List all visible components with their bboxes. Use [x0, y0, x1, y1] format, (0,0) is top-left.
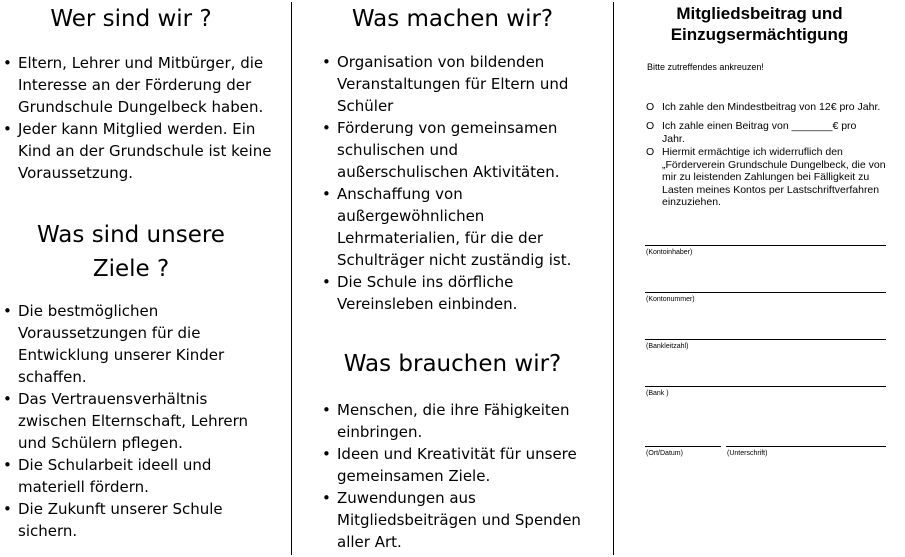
list-item: • Zuwendungen aus Mitgliedsbeiträgen und Spenden aller Art. [322, 487, 584, 553]
list-item: • Organisation von bildenden Veranstaltungen für Eltern und Schüler [322, 51, 584, 117]
form-title-line2: Einzugsermächtigung [670, 25, 849, 44]
option-text: Ich zahle den Mindestbeitrag von 12€ pro Jahr. [662, 101, 881, 113]
list-item: • Jeder kann Mitglied werden. Ein Kind an der Grundschule ist keine Voraussetzung. [3, 118, 275, 184]
kontoinhaber-input-line[interactable] [645, 245, 886, 246]
column-was-machen-wir [292, 0, 613, 557]
ort-datum-input-line[interactable] [645, 446, 721, 447]
option-checkbox-icon[interactable]: O [646, 120, 655, 132]
ort-datum-label: (Ort/Datum) [646, 450, 683, 457]
unterschrift-input-line[interactable] [726, 446, 886, 447]
bank-label: (Bank ) [646, 390, 669, 397]
bank-input-line[interactable] [645, 386, 886, 387]
heading-was-brauchen-wir: Was brauchen wir? [343, 351, 562, 377]
column-mitgliedsbeitrag [614, 0, 905, 557]
kontonummer-input-line[interactable] [645, 292, 886, 293]
list-item: • Ideen und Kreativität für unsere gemeinsamen Ziele. [322, 443, 584, 487]
list-item: • Eltern, Lehrer und Mitbürger, die Interesse an der Förderung der Grundschule Dungelbeck haben. [3, 52, 275, 118]
instruction-text: Bitte zutreffendes ankreuzen! [647, 62, 764, 72]
list-ziele [3, 300, 265, 542]
list-was-brauchen-wir [322, 399, 584, 553]
form-title [614, 3, 905, 45]
unterschrift-label: (Unterschrift) [727, 450, 768, 457]
option-text: Ich zahle einen Beitrag von _______€ pro Jahr. [662, 120, 857, 145]
heading-was-machen-wir: Was machen wir? [351, 6, 554, 32]
list-item: • Die Schularbeit ideell und materiell fördern. [3, 454, 265, 498]
list-item: • Anschaffung von außergewöhnlichen Lehrmaterialien, für die der Schulträger nicht zuständig ist. [322, 183, 584, 271]
list-wer-sind-wir [3, 52, 275, 184]
kontonummer-label: (Kontonummer) [646, 296, 695, 303]
list-item: • Das Vertrauensverhältnis zwischen Elternschaft, Lehrern und Schülern pflegen. [3, 388, 265, 454]
bankleitzahl-label: (Bankleitzahl) [646, 343, 689, 350]
list-item: • Förderung von gemeinsamen schulischen und außerschulischen Aktivitäten. [322, 117, 584, 183]
heading-ziele-line1: Was sind unsere [37, 222, 225, 248]
bankleitzahl-input-line[interactable] [645, 339, 886, 340]
column-wer-sind-wir [0, 0, 291, 557]
list-was-machen-wir [322, 51, 584, 315]
kontoinhaber-label: (Kontoinhaber) [646, 249, 693, 256]
heading-ziele-line2: Ziele ? [92, 256, 170, 282]
list-item: • Die Schule ins dörfliche Vereinsleben einbinden. [322, 271, 584, 315]
option-checkbox-icon[interactable]: O [646, 146, 655, 158]
heading-ziele [0, 218, 262, 286]
option-text: Hiermit ermächtige ich widerruflich den „Förderverein Grundschule Dungelbeck, die von mir zu leistenden Zahlungen bei Fälligkeit zu Lasten meines Kontos per Lastschriftverfahren einzuziehen. [662, 146, 886, 208]
list-item: • Die Zukunft unserer Schule sichern. [3, 498, 265, 542]
list-item: • Menschen, die ihre Fähigkeiten einbringen. [322, 399, 584, 443]
list-item: • Die bestmöglichen Voraussetzungen für die Entwicklung unserer Kinder schaffen. [3, 300, 265, 388]
option-checkbox-icon[interactable]: O [646, 101, 655, 113]
heading-wer-sind-wir: Wer sind wir ? [50, 6, 212, 32]
form-title-line1: Mitgliedsbeitrag und [676, 4, 843, 23]
